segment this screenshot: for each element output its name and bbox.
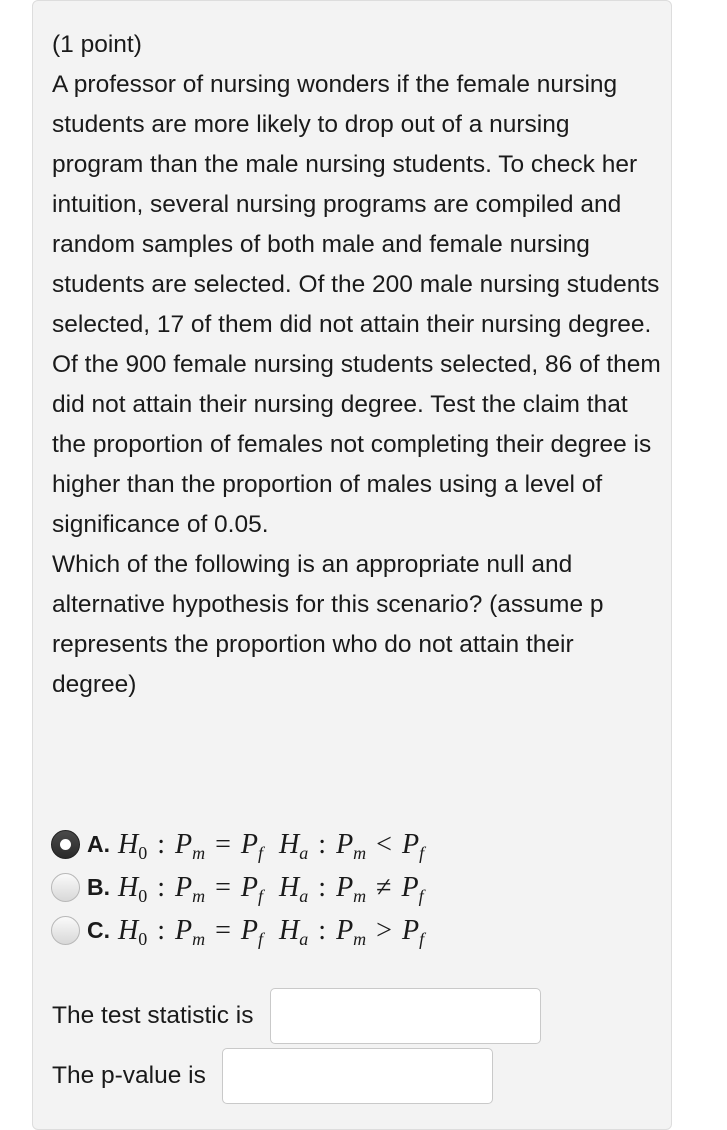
test-statistic-input[interactable] [270,988,541,1044]
option-a-hypotheses: $H_0$ : $P_m = P_f$ $H_a$ : $P_m < P_f$ [118,828,425,863]
option-c-hypotheses: $H_0$ : $P_m = P_f$ $H_a$ : $P_m > P_f$ [118,914,425,949]
p-value-input[interactable] [222,1048,493,1104]
option-b[interactable] [51,866,651,909]
option-a-letter: A. [87,831,110,857]
test-statistic-row [52,988,541,1044]
question-card [32,0,672,1130]
question-text [52,65,662,705]
test-statistic-label: The test statistic is [52,1002,254,1029]
points-label: (1 point) [52,31,142,58]
question-paragraph-prompt: Which of the following is an appropriate null and alternative hypothesis for this scenario? (assume p represents the proportion who do not attain their degree) [52,551,604,698]
option-b-hypotheses: $H_0$ : $P_m = P_f$ $H_a$ : $P_m \ne P_f$ [118,871,424,906]
p-value-label: The p-value is [52,1062,206,1089]
option-c[interactable] [51,909,651,952]
option-c-letter: C. [87,917,110,943]
option-b-radio[interactable] [51,873,80,902]
p-value-row [52,1048,493,1104]
option-c-radio[interactable] [51,916,80,945]
answer-options [51,823,651,952]
question-paragraph-scenario: A professor of nursing wonders if the female nursing students are more likely to drop out of a nursing program than the male nursing students. To check her intuition, several nursing programs are compiled and random samples of both male and female nursing students are selected. Of the 200 male nursing students selected, 17 of them did not attain their nursing degree. Of the 900 female nursing students selected, 86 of them did not attain their nursing degree. Test the claim that the proportion of females not completing their degree is higher than the proportion of males using a level of significance of 0.05. [52,71,661,538]
option-b-letter: B. [87,874,110,900]
option-a[interactable] [51,823,651,866]
option-a-radio[interactable] [51,830,80,859]
